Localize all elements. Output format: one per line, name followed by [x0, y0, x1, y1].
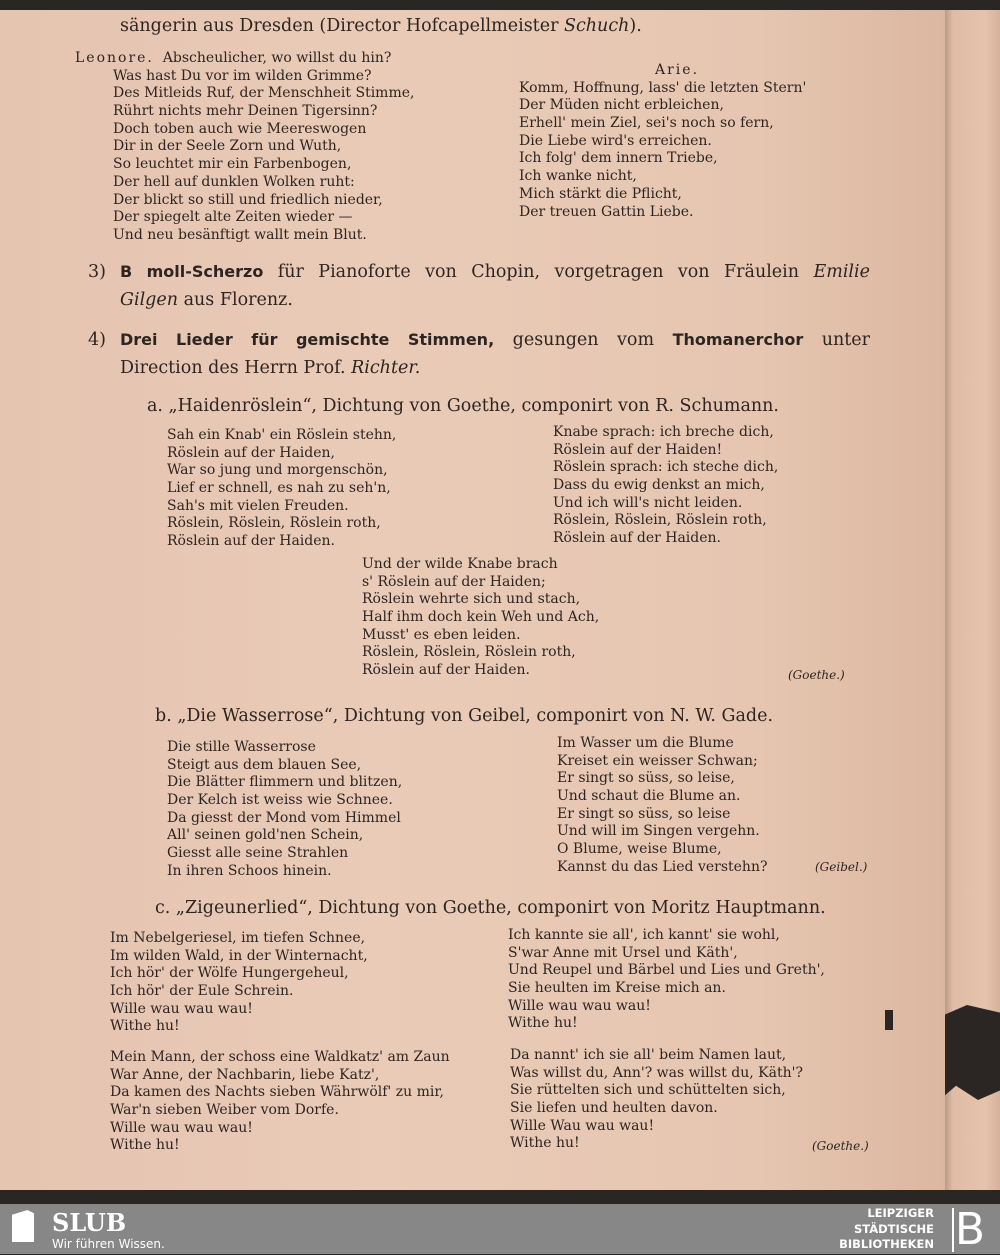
song-a-verse-2 — [553, 424, 778, 548]
song-a-verse-1 — [167, 427, 396, 551]
verse-line: Sie liefen und heulten davon. — [510, 1100, 718, 1117]
program-item-3 — [88, 258, 870, 314]
verse-line: Wille Wau wau wau! — [510, 1117, 655, 1134]
verse-line: Röslein, Röslein, Röslein roth, — [553, 512, 767, 529]
lsb-logo-icon: B — [952, 1208, 986, 1252]
verse-line: Dass du ewig denkst an mich, — [553, 477, 765, 494]
torn-edge — [945, 1005, 1000, 1100]
verse-line: Sie rüttelten sich und schüttelten sich, — [510, 1082, 786, 1099]
verse-line: So leuchtet mir ein Farbenbogen, — [113, 156, 352, 173]
verse-line: Doch toben auch wie Meereswogen — [113, 120, 367, 137]
verse-line: Und neu besänftigt wallt mein Blut. — [113, 226, 367, 243]
verse-line: S'war Anne mit Ursel und Käth', — [508, 944, 738, 961]
verse-line: Was willst du, Ann'? was willst du, Käth'? — [510, 1064, 803, 1081]
verse-line: Wille wau wau wau! — [110, 1119, 253, 1136]
piece-title: Drei Lieder für gemischte Stimmen, — [120, 330, 495, 349]
leonore-verse — [113, 68, 414, 245]
verse-line: Röslein, Röslein, Röslein roth, — [362, 644, 576, 661]
torn-mark — [885, 1010, 893, 1030]
slub-logo-text[interactable]: SLUB — [52, 1208, 127, 1237]
verse-line: Der hell auf dunklen Wolken ruht: — [113, 173, 355, 190]
verse-line: Komm, Hoffnung, lass' die letzten Stern' — [519, 79, 807, 96]
song-b-verse-1 — [167, 739, 402, 881]
verse-line: Abscheulicher, wo willst du hin? — [162, 50, 392, 66]
verse-line: Da kamen des Nachts sieben Währwölf' zu mir, — [110, 1084, 444, 1101]
performer-name: Emilie — [813, 262, 870, 282]
item-text: unter — [803, 330, 871, 350]
verse-line: Withe hu! — [508, 1015, 578, 1032]
verse-line: Withe hu! — [110, 1137, 180, 1154]
verse-line: War so jung und morgenschön, — [167, 462, 388, 479]
performer-surname: Gilgen — [120, 290, 179, 310]
item-text: Direction des Herrn Prof. — [120, 358, 352, 378]
verse-line: War Anne, der Nachbarin, liebe Katz', — [110, 1066, 380, 1083]
song-b-verse-2 — [557, 735, 767, 877]
verse-line: Dir in der Seele Zorn und Wuth, — [113, 138, 342, 155]
choir-name: Thomanerchor — [672, 330, 804, 349]
song-a-heading: a. „Haidenröslein“, Dichtung von Goethe, componirt von R. Schumann. — [147, 396, 779, 416]
verse-line: Ich hör' der Wölfe Hungergeheul, — [110, 965, 349, 982]
verse-line: Im Nebelgeriesel, im tiefen Schnee, — [110, 930, 366, 946]
verse-line: Rührt nichts mehr Deinen Tigersinn? — [113, 103, 378, 120]
song-b-heading: b. „Die Wasserrose“, Dichtung von Geibel, componirt von N. W. Gade. — [155, 706, 774, 726]
item-text: gesungen vom — [494, 330, 673, 350]
song-b-source: (Geibel.) — [815, 860, 868, 874]
arie-verse — [519, 80, 806, 222]
verse-line: Röslein auf der Haiden. — [167, 533, 335, 550]
leonore-speaker-line — [75, 50, 391, 68]
verse-line: Und Reupel und Bärbel und Lies und Greth', — [508, 962, 825, 979]
song-c-heading: c. „Zigeunerlied“, Dichtung von Goethe, componirt von Moritz Hauptmann. — [155, 898, 826, 918]
song-a-verse-3 — [362, 556, 599, 680]
verse-line: Ich hör' der Eule Schrein. — [110, 983, 294, 1000]
verse-line: Wille wau wau wau! — [110, 1000, 253, 1017]
song-c-verse-2 — [508, 927, 825, 1033]
verse-line: Röslein sprach: ich steche dich, — [553, 459, 779, 476]
verse-line: Die Liebe wird's erreichen. — [519, 132, 712, 149]
intro-line — [120, 16, 642, 36]
verse-line: Röslein auf der Haiden. — [362, 662, 530, 679]
verse-line: Withe hu! — [110, 1018, 180, 1035]
lsb-line: STÄDTISCHE — [853, 1221, 934, 1236]
song-a-source: (Goethe.) — [788, 668, 845, 682]
verse-line: Sah's mit vielen Freuden. — [167, 497, 349, 514]
lsb-logo-text[interactable] — [839, 1206, 934, 1253]
verse-line: Röslein, Röslein, Röslein roth, — [167, 515, 381, 532]
item-text: für Pianoforte von Chopin, vorgetragen von Fräulein — [263, 262, 814, 282]
verse-line: Er singt so süss, so leise — [557, 805, 731, 822]
verse-line: Withe hu! — [510, 1135, 580, 1152]
verse-line: Kannst du das Lied verstehn? — [557, 858, 768, 875]
verse-line: Der blickt so still und friedlich nieder, — [113, 191, 383, 208]
slub-logo-icon — [12, 1210, 34, 1242]
verse-line: Und schaut die Blume an. — [557, 788, 741, 805]
intro-italic: Schuch — [564, 16, 630, 36]
verse-line: All' seinen gold'nen Schein, — [167, 827, 364, 844]
verse-line: Giesst alle seine Strahlen — [167, 845, 349, 862]
verse-line: Und ich will's nicht leiden. — [553, 494, 743, 511]
verse-line: Da nannt' ich sie all' beim Namen laut, — [510, 1047, 787, 1063]
verse-line: Des Mitleids Ruf, der Menschheit Stimme, — [113, 85, 415, 102]
conductor-name: Richter. — [351, 358, 421, 378]
verse-line: Röslein auf der Haiden, — [167, 444, 335, 461]
verse-line: Röslein auf der Haiden. — [553, 530, 721, 547]
verse-line: Lief er schnell, es nah zu seh'n, — [167, 480, 391, 497]
verse-line: Knabe sprach: ich breche dich, — [553, 424, 774, 440]
verse-line: Sie heulten im Kreise mich an. — [508, 980, 726, 997]
speaker: Leonore. — [75, 50, 154, 66]
song-c-verse-3 — [110, 1049, 450, 1155]
verse-line: Da giesst der Mond vom Himmel — [167, 809, 401, 826]
verse-line: Was hast Du vor im wilden Grimme? — [113, 67, 372, 84]
verse-line: Mich stärkt die Pflicht, — [519, 185, 682, 202]
verse-line: Der Kelch ist weiss wie Schnee. — [167, 792, 393, 809]
verse-line: Erhell' mein Ziel, sei's noch so fern, — [519, 115, 774, 132]
arie-title-text: Arie. — [655, 62, 700, 78]
verse-line: O Blume, weise Blume, — [557, 841, 722, 858]
arie-title — [655, 62, 699, 80]
item-number: 4) — [88, 330, 106, 350]
verse-line: Die Blätter flimmern und blitzen, — [167, 774, 403, 791]
footer-bar — [0, 1204, 1000, 1254]
slub-tagline: Wir führen Wissen. — [52, 1237, 165, 1251]
piece-title: B moll-Scherzo — [120, 262, 264, 281]
verse-line: Im wilden Wald, in der Winternacht, — [110, 947, 368, 964]
lsb-line: LEIPZIGER — [867, 1206, 934, 1220]
verse-line: Der treuen Gattin Liebe. — [519, 203, 694, 220]
verse-line: Musst' es eben leiden. — [362, 626, 521, 643]
verse-line: Sah ein Knab' ein Röslein stehn, — [167, 427, 397, 443]
verse-line: Und will im Singen vergehn. — [557, 823, 760, 840]
verse-line: Half ihm doch kein Weh und Ach, — [362, 609, 600, 626]
intro-text: sängerin aus Dresden (Director Hofcapellmeister — [120, 16, 564, 36]
verse-line: Der Müden nicht erbleichen, — [519, 97, 724, 114]
intro-end: ). — [629, 16, 642, 36]
verse-line: Steigt aus dem blauen See, — [167, 756, 362, 773]
verse-line: Röslein wehrte sich und stach, — [362, 591, 581, 608]
verse-line: Der spiegelt alte Zeiten wieder — — [113, 209, 353, 226]
verse-line: Röslein auf der Haiden! — [553, 441, 723, 458]
verse-line: Die stille Wasserrose — [167, 739, 316, 755]
song-c-verse-4 — [510, 1047, 803, 1153]
verse-line: s' Röslein auf der Haiden; — [362, 573, 546, 590]
item-number: 3) — [88, 262, 106, 282]
verse-line: Wille wau wau wau! — [508, 997, 651, 1014]
verse-line: Ich folg' dem innern Triebe, — [519, 150, 718, 167]
verse-line: Ich wanke nicht, — [519, 168, 637, 185]
verse-line: Er singt so süss, so leise, — [557, 770, 735, 787]
verse-line: In ihren Schoos hinein. — [167, 862, 332, 879]
song-c-verse-1 — [110, 930, 368, 1036]
verse-line: Ich kannte sie all', ich kannt' sie wohl, — [508, 927, 780, 943]
lsb-line: BIBLIOTHEKEN — [839, 1237, 934, 1251]
verse-line: Kreiset ein weisser Schwan; — [557, 752, 758, 769]
verse-line: Mein Mann, der schoss eine Waldkatz' am Zaun — [110, 1049, 450, 1065]
verse-line: Im Wasser um die Blume — [557, 735, 734, 751]
verse-line: War'n sieben Weiber vom Dorfe. — [110, 1102, 339, 1119]
verse-line: Und der wilde Knabe brach — [362, 556, 558, 572]
program-item-4 — [88, 326, 870, 382]
item-text: aus Florenz. — [178, 290, 293, 310]
song-c-source: (Goethe.) — [812, 1139, 869, 1153]
